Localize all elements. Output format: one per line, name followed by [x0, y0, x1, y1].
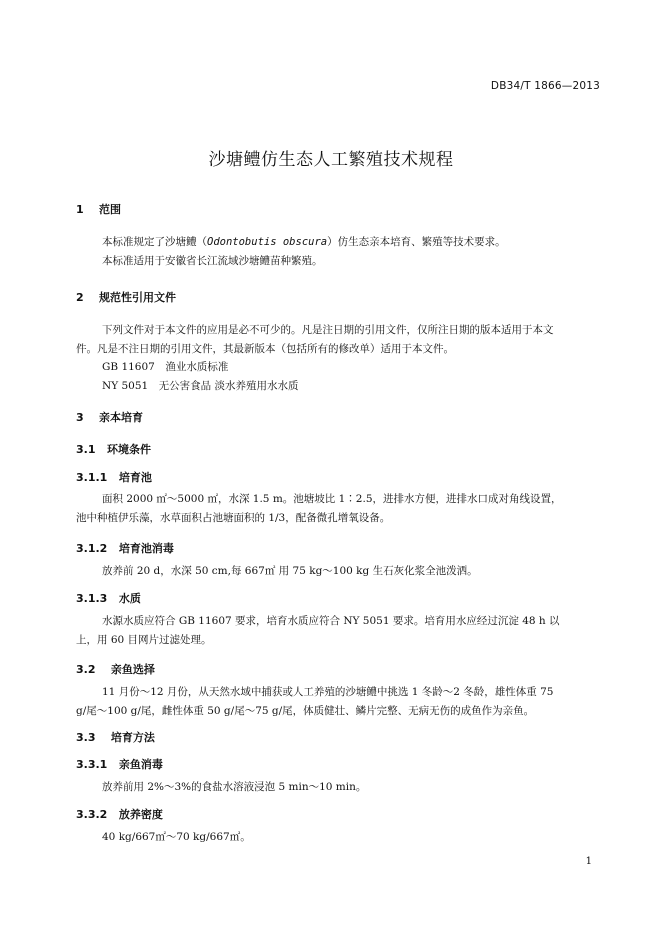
paragraph: 本标准适用于安徽省长江流域沙塘鳢苗种繁殖。: [102, 254, 323, 267]
paragraph-line: 11 月份～12 月份，从天然水域中捕获或人工养殖的沙塘鳢中挑选 1 冬龄～2 冬龄，雄性体重 75: [102, 686, 554, 698]
page-number: 1: [585, 856, 592, 867]
section-2-heading: 2 规范性引用文件: [76, 291, 176, 304]
section-3-3-2-heading: 3.3.2 放养密度: [76, 808, 163, 821]
section-3-1-2-heading: 3.1.2 培育池消毒: [76, 542, 174, 555]
section-3-2-heading: 3.2 亲鱼选择: [76, 663, 155, 676]
paragraph-line: 件。凡是不注日期的引用文件，其最新版本（包括所有的修改单）适用于本文件。: [76, 342, 454, 355]
paragraph-line: g/尾～100 g/尾，雌性体重 50 g/尾～75 g/尾，体质健壮、鳞片完整、无病无伤的成鱼作为亲鱼。: [76, 704, 535, 717]
section-3-1-1-heading: 3.1.1 培育池: [76, 471, 152, 484]
section-3-3-1-body: [76, 778, 600, 797]
section-3-1-2-body: [76, 562, 600, 581]
paragraph-line: 40 kg/667㎡～70 kg/667㎡。: [102, 831, 251, 843]
section-3-1-1-body: [76, 490, 600, 527]
doc-code: DB34/T 1866—2013: [490, 80, 600, 92]
section-2-body: [76, 321, 600, 395]
page-title: 沙塘鳢仿生态人工繁殖技术规程: [208, 150, 454, 170]
section-1-body: [76, 233, 600, 270]
section-3-1-3-heading: 3.1.3 水质: [76, 592, 141, 605]
section-3-3-2-body: [76, 828, 600, 847]
paragraph: 本标准规定了沙塘鳢（Odontobutis obscura）仿生态亲本培育、繁殖等技术要求。: [102, 236, 506, 248]
section-number: 1: [76, 203, 84, 216]
section-title: 范围: [98, 203, 121, 216]
paragraph-line: 放养前用 2%～3%的食盐水溶液浸泡 5 min～10 min。: [102, 781, 367, 793]
paragraph-line: 面积 2000 ㎡～5000 ㎡，水深 1.5 m。池塘坡比 1∶2.5，进排水方便，进排水口成对角线设置，: [102, 493, 562, 505]
paragraph-line: 放养前 20 d，水深 50 cm,每 667㎡ 用 75 kg～100 kg 生石灰化浆全池泼洒。: [102, 565, 478, 577]
section-3-1-3-body: [76, 612, 600, 649]
section-3-3-heading: 3.3 培育方法: [76, 731, 155, 744]
section-3-1-heading: 3.1 环境条件: [76, 443, 151, 456]
section-3-3-1-heading: 3.3.1 亲鱼消毒: [76, 758, 163, 771]
section-1-heading: [76, 201, 121, 217]
section-3-heading: 3 亲本培育: [76, 411, 143, 424]
reference-item: GB 11607 渔业水质标准: [102, 361, 229, 373]
latin-name: Odontobutis obscura: [207, 236, 328, 248]
paragraph-line: 下列文件对于本文件的应用是必不可少的。凡是注日期的引用文件，仅所注日期的版本适用于本文: [102, 324, 554, 336]
paragraph-line: 上，用 60 目网片过滤处理。: [76, 633, 212, 646]
reference-item: NY 5051 无公害食品 淡水养殖用水水质: [102, 379, 299, 392]
paragraph-line: 池中种植伊乐藻，水草面积占池塘面积的 1/3，配备微孔增氧设备。: [76, 511, 391, 524]
paragraph-line: 水源水质应符合 GB 11607 要求，培育水质应符合 NY 5051 要求。培育用水应经过沉淀 48 h 以: [102, 615, 560, 627]
section-3-2-body: [76, 683, 600, 720]
